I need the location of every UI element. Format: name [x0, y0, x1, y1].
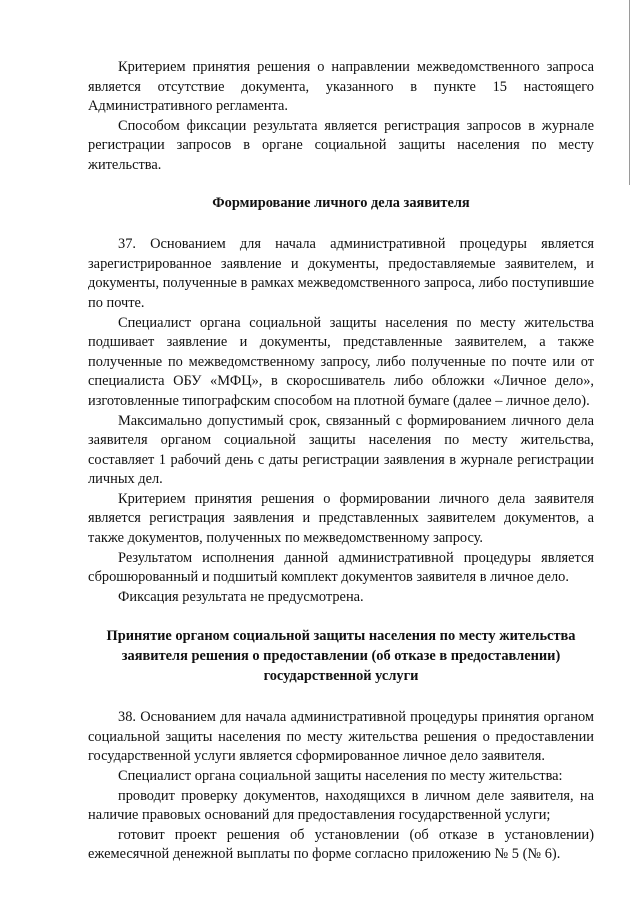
section-heading-personal-file: Формирование личного дела заявителя: [212, 194, 470, 211]
paragraph-37-basis: 37. Основанием для начала административной процедуры является зарегистрированное заявление и документы, предоставляемые заявителем, и документы, полученные в рамках межведомственного запроса, либо поступившие по почте.: [88, 236, 594, 311]
paragraph-specialist-duties: Специалист органа социальной защиты населения по месту жительства:: [118, 768, 563, 784]
section-heading-decision: Принятие органом социальной защиты населения по месту жительства заявителя решения о предоставлении (об отказе в предоставлении) государственной услуги: [106, 628, 576, 684]
paragraph-request-criterion: Критерием принятия решения о направлении межведомственного запроса является отсутствие документа, указанного в пункте 15 настоящего Административного регламента.: [88, 59, 594, 115]
paragraph-specialist-files: Специалист органа социальной защиты населения по месту жительства подшивает заявление и документы, представленные заявителем, а также полученные по межведомственному запросу, либо полученные по почте или от специалиста ОБУ «МФЦ», в скоросшиватель либо обложки «Личное дело», изготовленные типографским способом на плотной бумаге (далее – личное дело).: [88, 314, 594, 409]
paragraph-check-documents: проводит проверку документов, находящихся в личном деле заявителя, на наличие правовых оснований для предоставления государственной услуги;: [88, 787, 594, 824]
paragraph-no-fixation: Фиксация результата не предусмотрена.: [118, 588, 364, 605]
paragraph-prepare-decision: готовит проект решения об установлении (об отказе в установлении) ежемесячной денежной выплаты по форме согласно приложению № 5 (№ 6).: [88, 826, 594, 863]
paragraph-fixation-method: Способом фиксации результата является регистрация запросов в журнале регистрации запросов в органе социальной защиты населения по месту жительства.: [88, 117, 594, 173]
paragraph-file-criterion: Критерием принятия решения о формировании личного дела заявителя является регистрация заявления и представленных заявителем документов, а также документов, полученных по межведомственному запросу.: [88, 490, 594, 547]
page-edge-line: [629, 0, 630, 185]
document-body: [88, 58, 594, 865]
paragraph-38-basis: 38. Основанием для начала административной процедуры принятия органом социальной защиты населения по месту жительства решения о предоставлении государственной услуги является сформированное личное дело заявителя.: [88, 709, 594, 765]
paragraph-result: Результатом исполнения данной административной процедуры является сброшюрованный и подшитый комплект документов заявителя в личное дело.: [88, 549, 594, 586]
paragraph-max-term: Максимально допустимый срок, связанный с формированием личного дела заявителя органом социальной защиты населения по месту жительства, составляет 1 рабочий день с даты регистрации заявления в журнале регистрации личных дел.: [88, 412, 594, 488]
